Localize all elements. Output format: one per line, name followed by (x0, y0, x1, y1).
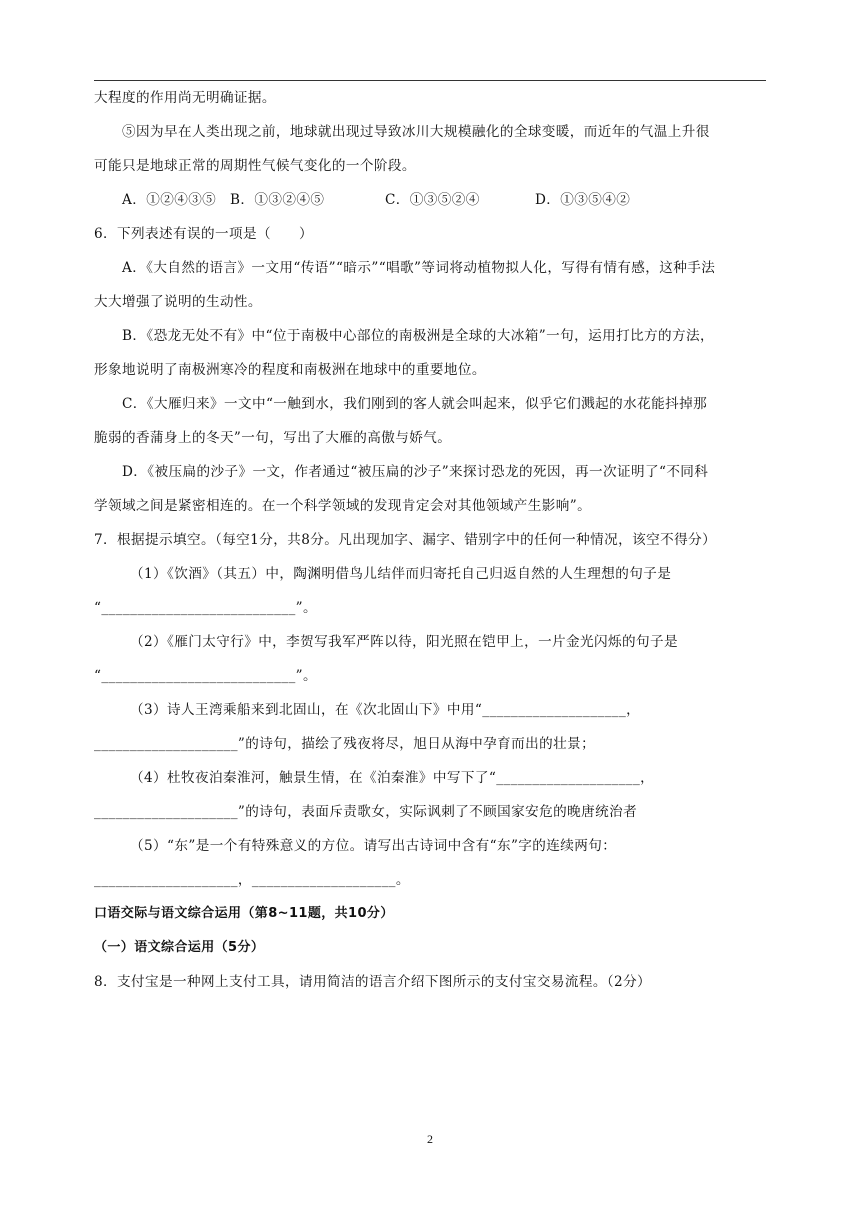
q6-option-d: D．《被压扁的沙子》一文，作者通过“被压扁的沙子”来探讨恐龙的死因，再一次证明了“不同科 (122, 464, 709, 480)
header-rule (94, 80, 766, 81)
fill-blank: ____________________”的诗句，描绘了残夜将尽，旭日从海中孕育而出的壮景； (94, 736, 596, 752)
q7-item-2: （2）《雁门太守行》中，李贺写我军严阵以待，阳光照在铠甲上，一片金光闪烁的句子是 (130, 634, 679, 650)
q7-item-5: （5）“东”是一个有特殊意义的方位。请写出古诗词中含有“东”字的连续两句： (130, 838, 617, 854)
text-line: 大大增强了说明的生动性。 (94, 294, 262, 310)
text-line: 脆弱的香蒲身上的冬天”一句，写出了大雁的高傲与娇气。 (94, 430, 452, 446)
option-b: B．①③②④⑤ (230, 192, 325, 208)
option-d: D．①③⑤④② (535, 192, 631, 208)
text-line: ⑤因为早在人类出现之前，地球就出现过导致冰川大规模融化的全球变暖，而近年的气温上升很 (122, 124, 710, 140)
section-heading: 口语交际与语文综合运用（第8~11题，共10分） (94, 906, 394, 921)
option-c: C．①③⑤②④ (385, 192, 480, 208)
fill-blank: ____________________，____________________。 (94, 872, 410, 888)
q6-option-c: C．《大雁归来》一文中“一触到水，我们刚到的客人就会叫起来，似乎它们溅起的水花能抖掉那 (122, 396, 708, 412)
question-6: 6．下列表述有误的一项是（ ） (94, 226, 313, 242)
fill-blank: “___________________________”。 (94, 668, 318, 684)
text-line: 可能只是地球正常的周期性气候气变化的一个阶段。 (94, 158, 416, 174)
text-line: 学领域之间是紧密相连的。在一个科学领域的发现肯定会对其他领域产生影响”。 (94, 498, 592, 514)
subsection-heading: （一）语文综合运用（5分） (94, 940, 265, 955)
option-a: A．①②④③⑤ (122, 192, 217, 208)
q7-item-3: （3）诗人王湾乘船来到北固山，在《次北固山下》中用“____________________， (130, 702, 641, 718)
page-number: 2 (427, 1132, 433, 1146)
q5-options (122, 191, 802, 209)
q7-item-4: （4）杜牧夜泊秦淮河，触景生情，在《泊秦淮》中写下了“____________________， (130, 770, 655, 786)
text-line: 大程度的作用尚无明确证据。 (94, 90, 276, 106)
text-line: 形象地说明了南极洲寒冷的程度和南极洲在地球中的重要地位。 (94, 362, 486, 378)
fill-blank: ____________________”的诗句，表面斥责歌女，实际讽刺了不顾国家安危的晚唐统治者 (94, 804, 638, 820)
question-7: 7．根据提示填空。（每空1分，共8分。凡出现加字、漏字、错别字中的任何一种情况，该空不得分） (94, 532, 717, 548)
q6-option-b: B．《恐龙无处不有》中“位于南极中心部位的南极洲是全球的大冰箱”一句，运用打比方的方法， (122, 328, 715, 344)
fill-blank: “___________________________”。 (94, 600, 318, 616)
q6-option-a: A．《大自然的语言》一文用“传语”“暗示”“唱歌”等词将动植物拟人化，写得有情有感，这种手法 (122, 260, 716, 276)
question-8: 8．支付宝是一种网上支付工具，请用简洁的语言介绍下图所示的支付宝交易流程。（2分） (94, 974, 652, 990)
q7-item-1: （1）《饮酒》（其五）中，陶渊明借鸟儿结伴而归寄托自己归返自然的人生理想的句子是 (130, 566, 672, 582)
